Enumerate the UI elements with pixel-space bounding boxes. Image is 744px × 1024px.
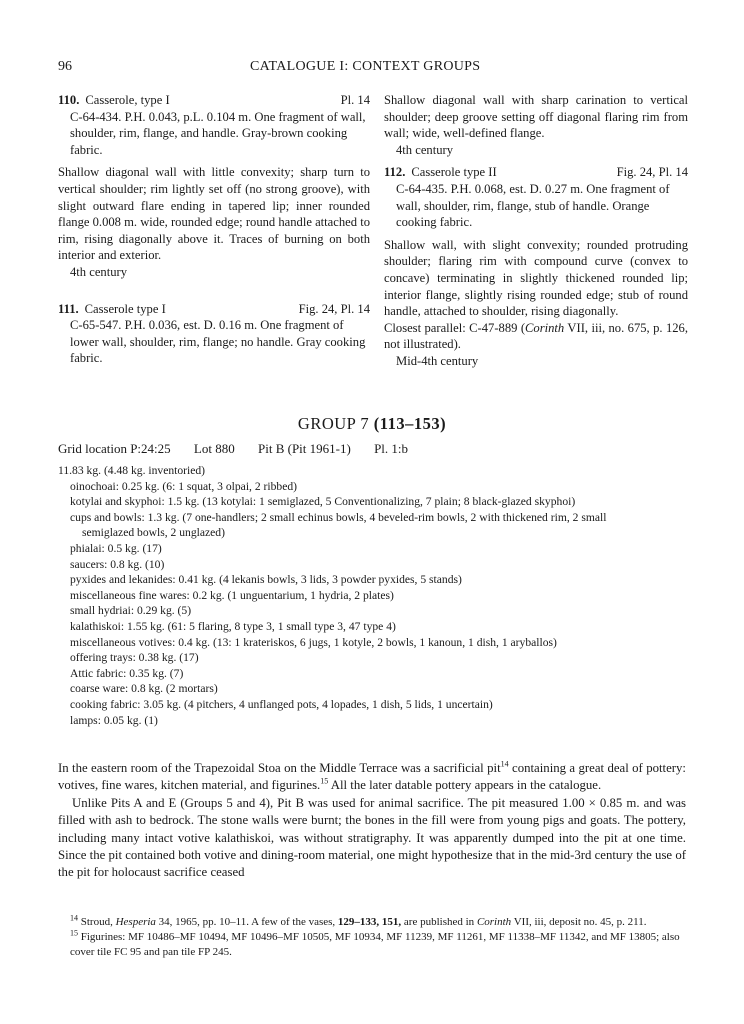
paragraph-text: All the later datable pottery appears in the catalogue. bbox=[328, 778, 602, 793]
left-column bbox=[58, 92, 370, 367]
list-item: pyxides and lekanides: 0.41 kg. (4 lekanis bowls, 3 lids, 3 powder pyxides, 5 stands) bbox=[70, 573, 462, 587]
entry-specification: C-64-434. P.H. 0.043, p.L. 0.104 m. One fragment of wall, shoulder, rim, flange, and handle. Gray-brown cooking fabric. bbox=[70, 109, 366, 157]
entry-number: 112. bbox=[384, 165, 406, 180]
list-item: kotylai and skyphoi: 1.5 kg. (13 kotylai: 1 semiglazed, 5 Conventionalizing, 7 plain; 8 black-glazed skyphoi) bbox=[70, 495, 576, 509]
body-text bbox=[58, 760, 686, 882]
inventory-total: 11.83 kg. (4.48 kg. inventoried) bbox=[58, 464, 206, 477]
list-item: Attic fabric: 0.35 kg. (7) bbox=[70, 666, 184, 680]
catalogue-entry-112 bbox=[384, 164, 688, 369]
list-item: oinochoai: 0.25 kg. (6: 1 squat, 3 olpai, 2 ribbed) bbox=[70, 479, 298, 493]
paragraph-text: containing a great deal of pottery: votives, fine wares, kitchen material, and figurines. bbox=[58, 761, 686, 793]
list-item: kalathiskoi: 1.55 kg. (61: 5 flaring, 8 type 3, 1 small type 3, 47 type 4) bbox=[70, 619, 396, 633]
list-item: miscellaneous votives: 0.4 kg. (13: 1 krateriskos, 6 jugs, 1 kotyle, 2 bowls, 1 kanoun, 1 dish, 1 aryballos) bbox=[70, 635, 557, 649]
footnote-mark: 15 bbox=[70, 928, 78, 938]
footnote-journal: Hesperia bbox=[115, 916, 156, 928]
entry-parallel bbox=[384, 320, 688, 353]
page-number: 96 bbox=[58, 59, 72, 74]
entry-title: Casserole type I bbox=[84, 301, 166, 316]
list-item: coarse ware: 0.8 kg. (2 mortars) bbox=[70, 682, 218, 696]
parallel-text-end: VII, iii, no. 675, p. 126, not illustrated). bbox=[384, 320, 688, 352]
entry-date: 4th century bbox=[396, 142, 454, 157]
catalogue-entry-111 bbox=[58, 301, 370, 367]
pit-label: Pit B (Pit 1961-1) bbox=[257, 441, 351, 456]
entry-date: 4th century bbox=[70, 264, 128, 279]
inventory-list bbox=[58, 463, 698, 728]
footnotes bbox=[58, 915, 690, 960]
plate-ref: Pl. 1:b bbox=[374, 441, 409, 456]
footnote-text: VII, iii, deposit no. 45, p. 211. bbox=[511, 916, 647, 928]
group-range: (113–153) bbox=[373, 414, 447, 433]
catalogue-entry-110 bbox=[58, 92, 370, 281]
group-location-line bbox=[58, 441, 428, 457]
parallel-citation: Corinth bbox=[525, 320, 565, 335]
list-item-text: cups and bowls: 1.3 kg. (7 one-handlers; 2 small echinus bowls, 4 beveled-rim bowls, 2 with thickened rim, 2 small bbox=[70, 510, 607, 524]
entry-figure-ref: Fig. 24, Pl. 14 bbox=[298, 301, 370, 316]
footnote-15 bbox=[58, 930, 690, 960]
entry-plate-ref: Pl. 14 bbox=[340, 93, 370, 107]
entry-figure-ref: Fig. 24, Pl. 14 bbox=[616, 165, 688, 180]
list-item bbox=[58, 510, 698, 541]
footnote-text: are published in bbox=[401, 916, 477, 928]
entry-description: Shallow diagonal wall with little convexity; sharp turn to vertical shoulder; rim lightly set off (no strong groove), with slight outward flare ending in tapered lip; inner rounded flange 0.008 m. wide, rounded edge; round handle attached to rim, rising diagonally above it. Traces of burning on both interior and exterior. bbox=[58, 165, 370, 263]
paragraph-text: In the eastern room of the Trapezoidal Stoa on the Middle Terrace was a sacrificial pit bbox=[58, 761, 501, 775]
entry-specification: C-64-435. P.H. 0.068, est. D. 0.27 m. One fragment of wall, shoulder, rim, flange, stub of handle. Orange cooking fabric. bbox=[396, 181, 670, 230]
group-title: GROUP 7 bbox=[297, 414, 370, 433]
list-item: lamps: 0.05 kg. (1) bbox=[70, 713, 158, 727]
grid-location: Grid location P:24:25 bbox=[58, 441, 171, 456]
entry-date: Mid-4th century bbox=[396, 353, 479, 368]
parallel-text: Closest parallel: C-47-889 ( bbox=[384, 320, 526, 335]
footnote-ref[interactable]: 14 bbox=[500, 759, 509, 769]
footnote-citation: Corinth bbox=[476, 916, 512, 928]
entry-description-continued: Shallow diagonal wall with sharp carination to vertical shoulder; deep groove setting off diagonal flaring rim from wall; wide, well-defined flange. bbox=[384, 93, 688, 141]
entry-title: Casserole type II bbox=[411, 165, 497, 180]
entry-number: 111. bbox=[58, 301, 79, 316]
entry-specification: C-65-547. P.H. 0.036, est. D. 0.16 m. One fragment of lower wall, shoulder, rim, flange; no handle. Gray cooking fabric. bbox=[70, 318, 366, 366]
footnote-text: Stroud, bbox=[78, 916, 116, 928]
list-item: small hydriai: 0.29 kg. (5) bbox=[70, 604, 192, 618]
list-item: offering trays: 0.38 kg. (17) bbox=[70, 651, 199, 665]
paragraph-2: Unlike Pits A and E (Groups 5 and 4), Pit B was used for animal sacrifice. The pit measured 1.00 × 0.85 m. and was filled with ash to bedrock. The stone walls were burnt; the bones in the fill were from young pigs and goats. The pottery, including many intact votive kalathiskoi, was without stratigraphy. It was apparently dumped into the pit at one time. Since the pit contained both votive and dining-room material, one might hypothesize that in the mid-3rd century the use of the pit for holocaust sacrifice ceased bbox=[58, 795, 686, 880]
entry-description: Shallow wall, with slight convexity; rounded protruding shoulder; flaring rim with compound curve (convex to concave) terminating in slightly thickened rounded lip; interior flange, slightly rising rounded edge; stub of round handle, attached to shoulder, rising diagonally. bbox=[384, 237, 688, 319]
right-column bbox=[384, 92, 688, 370]
list-item: miscellaneous fine wares: 0.2 kg. (1 unguentarium, 1 hydria, 2 plates) bbox=[70, 588, 394, 602]
footnote-mark: 14 bbox=[70, 913, 78, 923]
entry-heading bbox=[384, 164, 688, 181]
entry-number: 110. bbox=[58, 93, 80, 107]
footnote-catalogue-numbers: 129–133, 151, bbox=[337, 916, 402, 928]
entry-heading bbox=[58, 301, 370, 318]
entry-title: Casserole, type I bbox=[85, 93, 170, 107]
footnote-text: Figurines: MF 10486–MF 10494, MF 10496–MF 10505, MF 10934, MF 11239, MF 11261, MF 11338–MF 11342, and MF 13805; also cover tile FC 95 and pan tile FP 245. bbox=[70, 931, 680, 958]
list-item: saucers: 0.8 kg. (10) bbox=[70, 557, 165, 571]
list-item-continuation: semiglazed bowls, 2 unglazed) bbox=[82, 526, 225, 540]
footnote-14 bbox=[58, 915, 690, 930]
list-item: cooking fabric: 3.05 kg. (4 pitchers, 4 unflanged pots, 4 lopades, 1 dish, 5 lids, 1 uncertain) bbox=[70, 697, 493, 711]
running-title: CATALOGUE I: CONTEXT GROUPS bbox=[250, 59, 481, 74]
footnote-text: 34, 1965, pp. 10–11. A few of the vases, bbox=[155, 916, 338, 928]
lot-number: Lot 880 bbox=[193, 441, 235, 456]
footnote-ref[interactable]: 15 bbox=[320, 777, 329, 787]
paragraph-1 bbox=[58, 760, 686, 795]
entry-heading bbox=[58, 92, 370, 109]
group-heading bbox=[0, 414, 744, 434]
list-item: phialai: 0.5 kg. (17) bbox=[70, 541, 162, 555]
